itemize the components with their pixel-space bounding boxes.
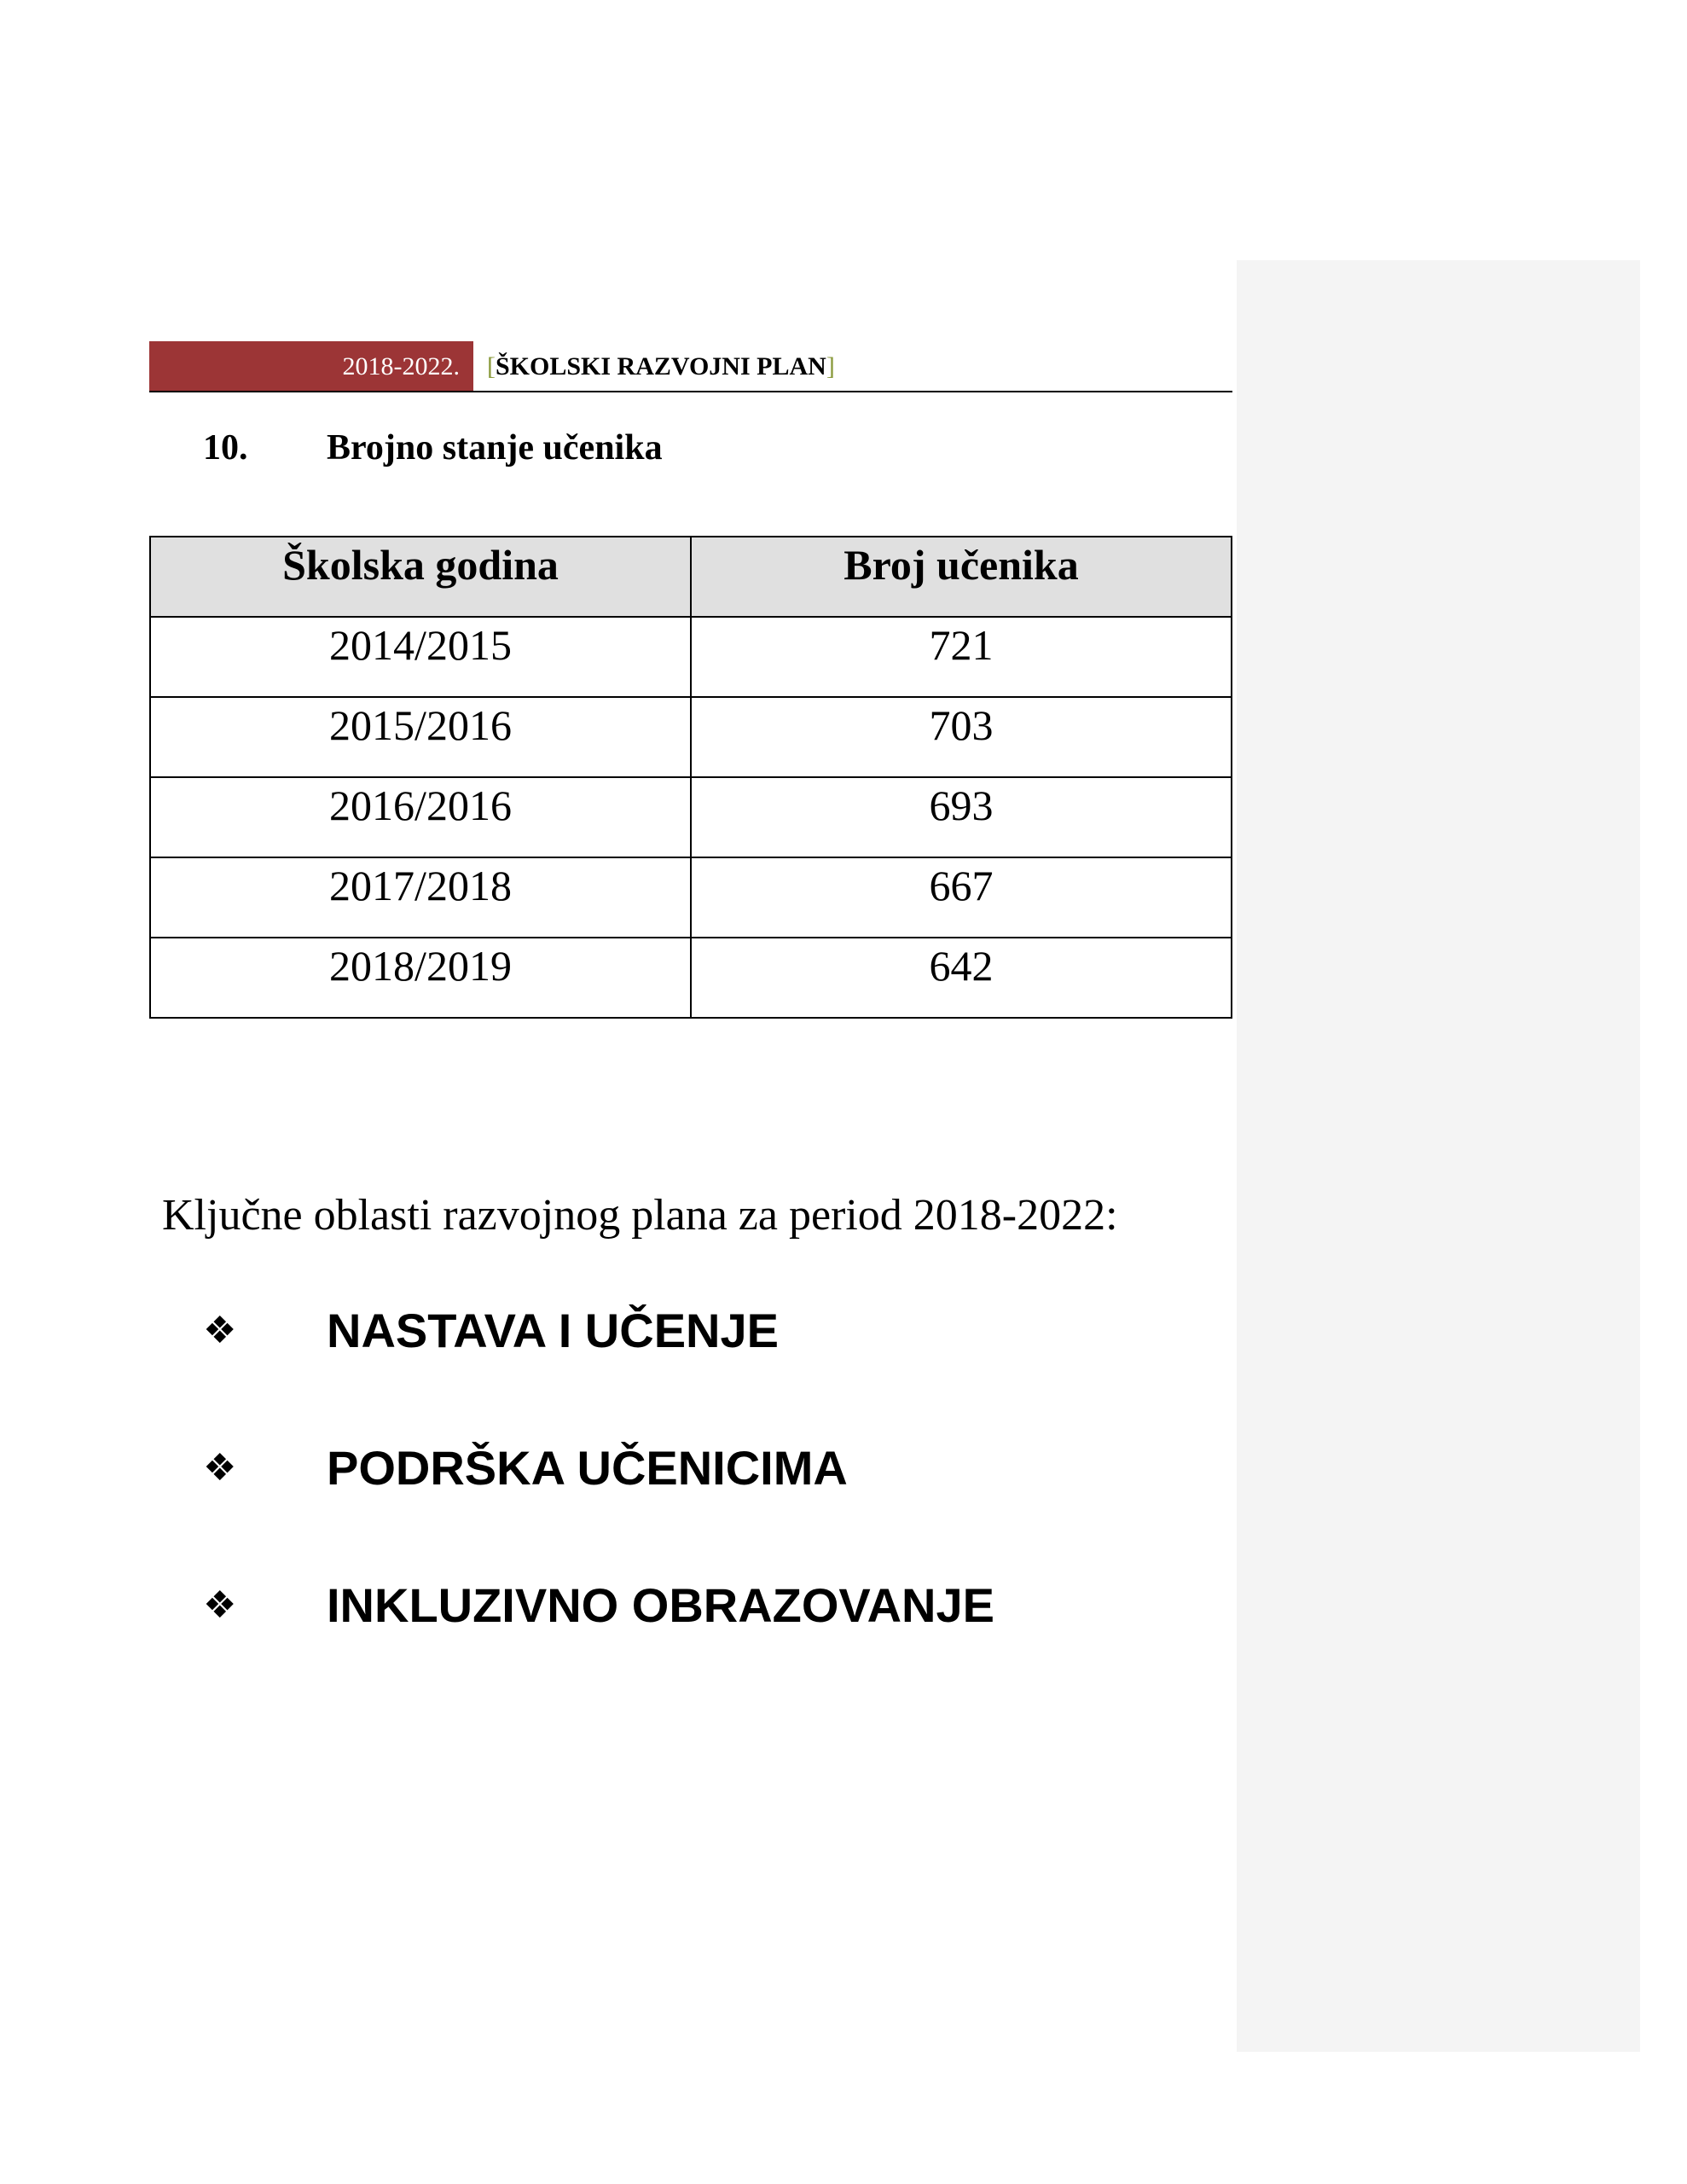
header-year-block	[149, 341, 473, 391]
student-count-cell: 703	[691, 697, 1232, 777]
section-heading	[203, 427, 663, 469]
table-row	[150, 857, 1232, 938]
key-area-label: INKLUZIVNO OBRAZOVANJE	[327, 1578, 994, 1632]
student-count-table	[149, 536, 1232, 1019]
section-title: Brojno stanje učenika	[327, 428, 663, 468]
header-bracket-close: ]	[826, 352, 835, 380]
header-title	[487, 353, 835, 380]
column-header-school-year: Školska godina	[150, 537, 691, 617]
school-year-cell: 2017/2018	[150, 857, 691, 938]
four-diamond-bullet-icon: ❖	[203, 1583, 237, 1627]
school-year-cell: 2014/2015	[150, 617, 691, 697]
four-diamond-bullet-icon: ❖	[203, 1446, 237, 1490]
student-count-cell: 721	[691, 617, 1232, 697]
header-years: 2018-2022.	[342, 352, 460, 380]
header-rule	[149, 391, 1232, 392]
table-row	[150, 617, 1232, 697]
page-header	[149, 341, 1232, 392]
four-diamond-bullet-icon: ❖	[203, 1309, 237, 1352]
student-count-cell: 667	[691, 857, 1232, 938]
school-year-cell: 2018/2019	[150, 938, 691, 1018]
school-year-cell: 2015/2016	[150, 697, 691, 777]
student-count-cell: 642	[691, 938, 1232, 1018]
header-title-text: ŠKOLSKI RAZVOJNI PLAN	[496, 352, 826, 380]
table-row	[150, 697, 1232, 777]
comment-pane	[1237, 260, 1640, 2052]
key-area-label: PODRŠKA UČENICIMA	[327, 1441, 848, 1495]
header-bracket-open: [	[487, 352, 496, 380]
column-header-student-count: Broj učenika	[691, 537, 1232, 617]
school-year-cell: 2016/2016	[150, 777, 691, 857]
student-count-cell: 693	[691, 777, 1232, 857]
table-header-row	[150, 537, 1232, 617]
key-areas-intro: Ključne oblasti razvojnog plana za period 2018-2022:	[162, 1191, 1118, 1240]
key-area-label: NASTAVA I UČENJE	[327, 1304, 779, 1357]
table-row	[150, 938, 1232, 1018]
table-row	[150, 777, 1232, 857]
section-number: 10.	[203, 428, 248, 468]
